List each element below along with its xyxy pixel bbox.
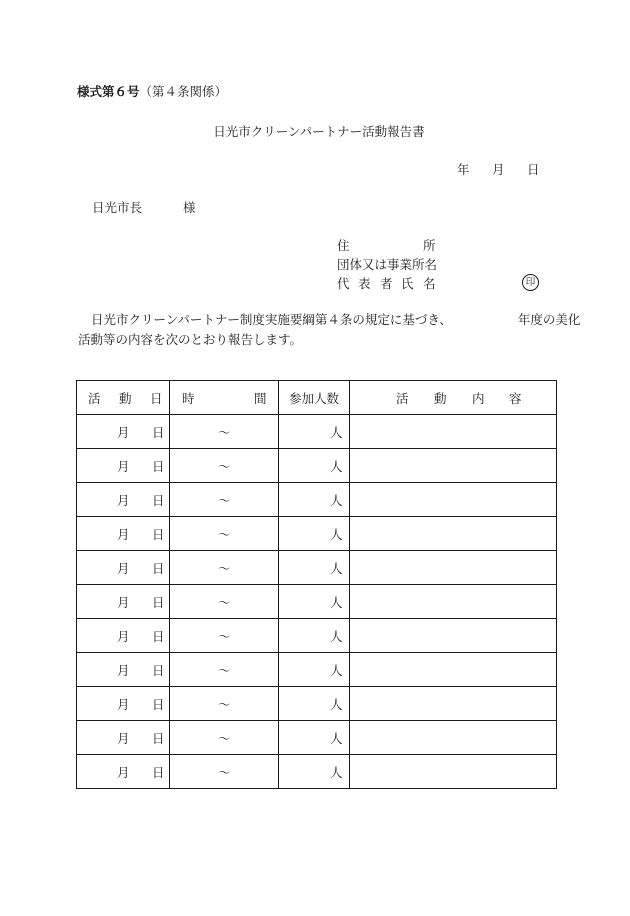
table-row — [77, 721, 557, 755]
header-activity-date-2: 動 — [119, 390, 132, 406]
time-cell[interactable] — [170, 585, 279, 619]
people-unit-label: 人 — [330, 424, 343, 440]
people-unit-label: 人 — [330, 628, 343, 644]
month-label: 月 — [117, 526, 130, 542]
participants-cell[interactable] — [279, 517, 350, 551]
address-label-1: 住 — [337, 238, 350, 253]
time-separator: 〜 — [218, 424, 231, 440]
participants-cell[interactable] — [279, 619, 350, 653]
addressee-honorific: 様 — [183, 200, 196, 215]
activity-content-cell[interactable] — [350, 449, 557, 483]
month-label: 月 — [117, 424, 130, 440]
people-unit-label: 人 — [330, 764, 343, 780]
month-label: 月 — [117, 594, 130, 610]
day-label: 日 — [152, 424, 165, 440]
day-label: 日 — [152, 764, 165, 780]
day-label: 日 — [152, 730, 165, 746]
table-row — [77, 619, 557, 653]
activity-content-cell[interactable] — [350, 551, 557, 585]
header-activity-content — [350, 381, 557, 415]
table-row — [77, 415, 557, 449]
addressee-name: 日光市長 — [92, 200, 143, 215]
date-day-label: 日 — [527, 162, 540, 177]
header-time — [170, 381, 279, 415]
day-label: 日 — [152, 526, 165, 542]
time-cell[interactable] — [170, 517, 279, 551]
participants-cell[interactable] — [279, 721, 350, 755]
activity-date-cell[interactable] — [77, 619, 170, 653]
time-cell[interactable] — [170, 483, 279, 517]
participants-cell[interactable] — [279, 551, 350, 585]
month-label: 月 — [117, 662, 130, 678]
activity-content-cell[interactable] — [350, 619, 557, 653]
day-label: 日 — [152, 662, 165, 678]
day-label: 日 — [152, 458, 165, 474]
table-row — [77, 449, 557, 483]
table-header-row — [77, 381, 557, 415]
people-unit-label: 人 — [330, 560, 343, 576]
header-time-2: 間 — [254, 390, 267, 406]
time-separator: 〜 — [218, 696, 231, 712]
time-cell[interactable] — [170, 619, 279, 653]
table-row — [77, 551, 557, 585]
table-row — [77, 585, 557, 619]
participants-cell[interactable] — [279, 585, 350, 619]
rep-label-3: 者 — [380, 276, 393, 291]
activity-date-cell[interactable] — [77, 721, 170, 755]
time-separator: 〜 — [218, 594, 231, 610]
table-row — [77, 653, 557, 687]
address-label-2: 所 — [423, 238, 436, 253]
table-body — [77, 415, 557, 789]
participants-cell[interactable] — [279, 415, 350, 449]
time-cell[interactable] — [170, 449, 279, 483]
activity-date-cell[interactable] — [77, 755, 170, 789]
activity-date-cell[interactable] — [77, 653, 170, 687]
people-unit-label: 人 — [330, 492, 343, 508]
time-separator: 〜 — [218, 492, 231, 508]
form-number-note: （第４条関係） — [139, 84, 228, 99]
month-label: 月 — [117, 458, 130, 474]
activity-content-cell[interactable] — [350, 517, 557, 551]
body-paragraph — [78, 310, 581, 350]
document-title: 日光市クリーンパートナー活動報告書 — [213, 124, 425, 139]
day-label: 日 — [152, 560, 165, 576]
participants-cell[interactable] — [279, 483, 350, 517]
body-line2: 活動等の内容を次のとおり報告します。 — [78, 332, 303, 347]
month-label: 月 — [117, 560, 130, 576]
activity-content-cell[interactable] — [350, 755, 557, 789]
month-label: 月 — [117, 492, 130, 508]
rep-label-1: 代 — [337, 276, 350, 291]
day-label: 日 — [152, 696, 165, 712]
header-participants — [279, 381, 350, 415]
time-separator: 〜 — [218, 730, 231, 746]
organization-label: 団体又は事業所名 — [337, 257, 438, 272]
activity-content-cell[interactable] — [350, 585, 557, 619]
date-month-label: 月 — [492, 162, 505, 177]
rep-label-2: 表 — [358, 276, 371, 291]
header-content-1: 活 — [396, 390, 409, 406]
form-number-bold: 様式第６号 — [77, 84, 140, 99]
table-row — [77, 755, 557, 789]
time-separator: 〜 — [218, 526, 231, 542]
table-row — [77, 687, 557, 721]
month-label: 月 — [117, 730, 130, 746]
header-time-1: 時 — [182, 390, 195, 406]
form-number — [77, 82, 227, 100]
people-unit-label: 人 — [330, 730, 343, 746]
participants-cell[interactable] — [279, 687, 350, 721]
activity-date-cell[interactable] — [77, 449, 170, 483]
people-unit-label: 人 — [330, 458, 343, 474]
time-separator: 〜 — [218, 628, 231, 644]
date-year-label: 年 — [457, 162, 470, 177]
activity-content-cell[interactable] — [350, 687, 557, 721]
people-unit-label: 人 — [330, 526, 343, 542]
day-label: 日 — [152, 628, 165, 644]
people-unit-label: 人 — [330, 594, 343, 610]
body-line1-part1: 日光市クリーンパートナー制度実施要綱第４条の規定に基づき、 — [91, 312, 452, 327]
day-label: 日 — [152, 492, 165, 508]
header-content-3: 内 — [472, 390, 485, 406]
table-row — [77, 483, 557, 517]
header-content-2: 動 — [434, 390, 447, 406]
time-cell[interactable] — [170, 687, 279, 721]
header-content-4: 容 — [509, 390, 522, 406]
activity-date-cell[interactable] — [77, 483, 170, 517]
people-unit-label: 人 — [330, 662, 343, 678]
time-separator: 〜 — [218, 458, 231, 474]
rep-label-4: 氏 — [401, 276, 414, 291]
activity-content-cell[interactable] — [350, 483, 557, 517]
activity-content-cell[interactable] — [350, 415, 557, 449]
activity-content-cell[interactable] — [350, 721, 557, 755]
activity-date-cell[interactable] — [77, 585, 170, 619]
table-row — [77, 517, 557, 551]
time-separator: 〜 — [218, 560, 231, 576]
participants-cell[interactable] — [279, 449, 350, 483]
activity-date-cell[interactable] — [77, 415, 170, 449]
header-activity-date-1: 活 — [88, 390, 101, 406]
time-cell[interactable] — [170, 755, 279, 789]
activity-report-table — [76, 380, 557, 789]
body-line1-part2: 年度の美化 — [517, 312, 581, 327]
month-label: 月 — [117, 628, 130, 644]
month-label: 月 — [117, 764, 130, 780]
time-cell[interactable] — [170, 415, 279, 449]
day-label: 日 — [152, 594, 165, 610]
time-cell[interactable] — [170, 551, 279, 585]
month-label: 月 — [117, 696, 130, 712]
participants-cell[interactable] — [279, 653, 350, 687]
activity-date-cell[interactable] — [77, 517, 170, 551]
people-unit-label: 人 — [330, 696, 343, 712]
time-separator: 〜 — [218, 662, 231, 678]
time-cell[interactable] — [170, 721, 279, 755]
seal-mark: 印 — [522, 274, 539, 291]
participants-cell[interactable] — [279, 755, 350, 789]
header-activity-date — [77, 381, 170, 415]
activity-date-cell[interactable] — [77, 551, 170, 585]
activity-date-cell[interactable] — [77, 687, 170, 721]
time-separator: 〜 — [218, 764, 231, 780]
header-activity-date-3: 日 — [150, 390, 163, 406]
header-participants-text: 参加人数 — [289, 390, 340, 406]
activity-content-cell[interactable] — [350, 653, 557, 687]
rep-label-5: 名 — [423, 276, 436, 291]
time-cell[interactable] — [170, 653, 279, 687]
